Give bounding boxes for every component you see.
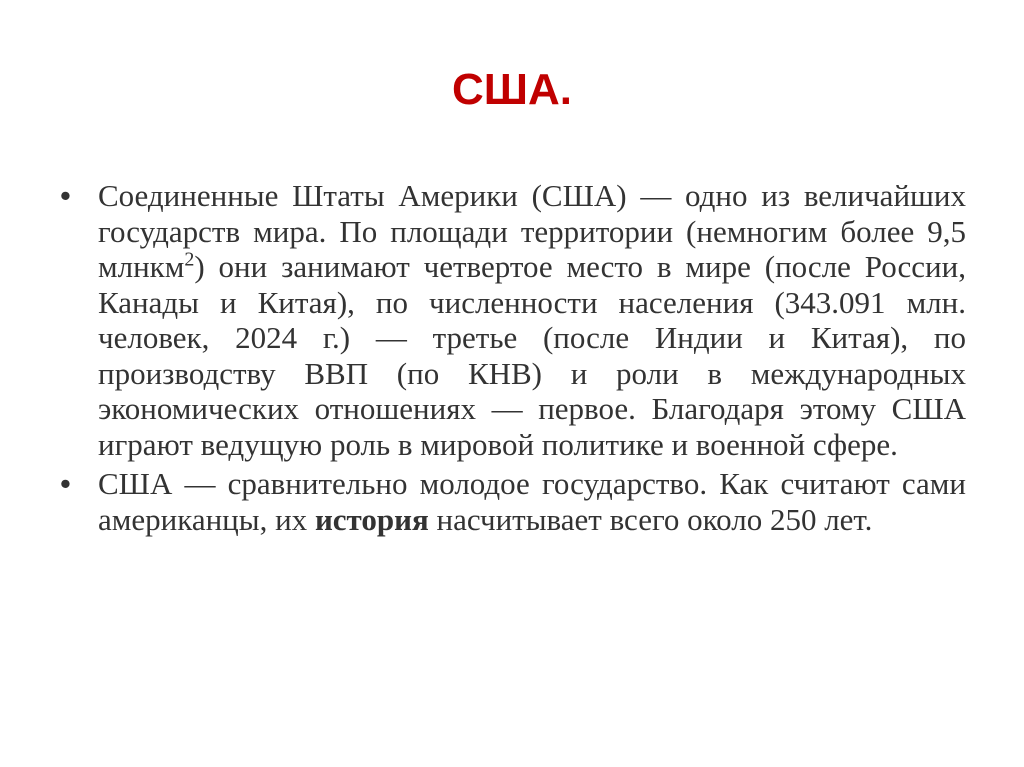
bullet-item-1	[60, 178, 966, 462]
bullet-marker: •	[60, 466, 71, 501]
bullet-text	[98, 466, 966, 537]
bold-word: история	[314, 501, 429, 537]
bullet-text	[98, 178, 966, 462]
bullet-item-2	[60, 466, 966, 537]
slide-title: США.	[452, 65, 572, 114]
bullet-list	[60, 178, 966, 541]
text-segment: Соединенные Штаты Америки (США) — одно из величайших государств мира. По площади территории (немногим более 9,5 млнкм	[98, 178, 966, 284]
text-segment: США — сравнительно молодое государство. Как считают сами американцы, их	[98, 466, 966, 537]
superscript: 2	[184, 248, 195, 271]
text-segment: ) они занимают четвертое место в мире (после России, Канады и Китая), по численности населения (343.091 млн. человек, 2024 г.) — третье (после Индии и Китая), по производству ВВП (по КНВ) и роли в международных экономических отношениях — первое. Благодаря этому США играют ведущую роль в мировой политике и военной сфере.	[98, 249, 966, 462]
text-segment: насчитывает всего около 250 лет.	[428, 501, 873, 537]
bullet-marker: •	[60, 178, 71, 213]
